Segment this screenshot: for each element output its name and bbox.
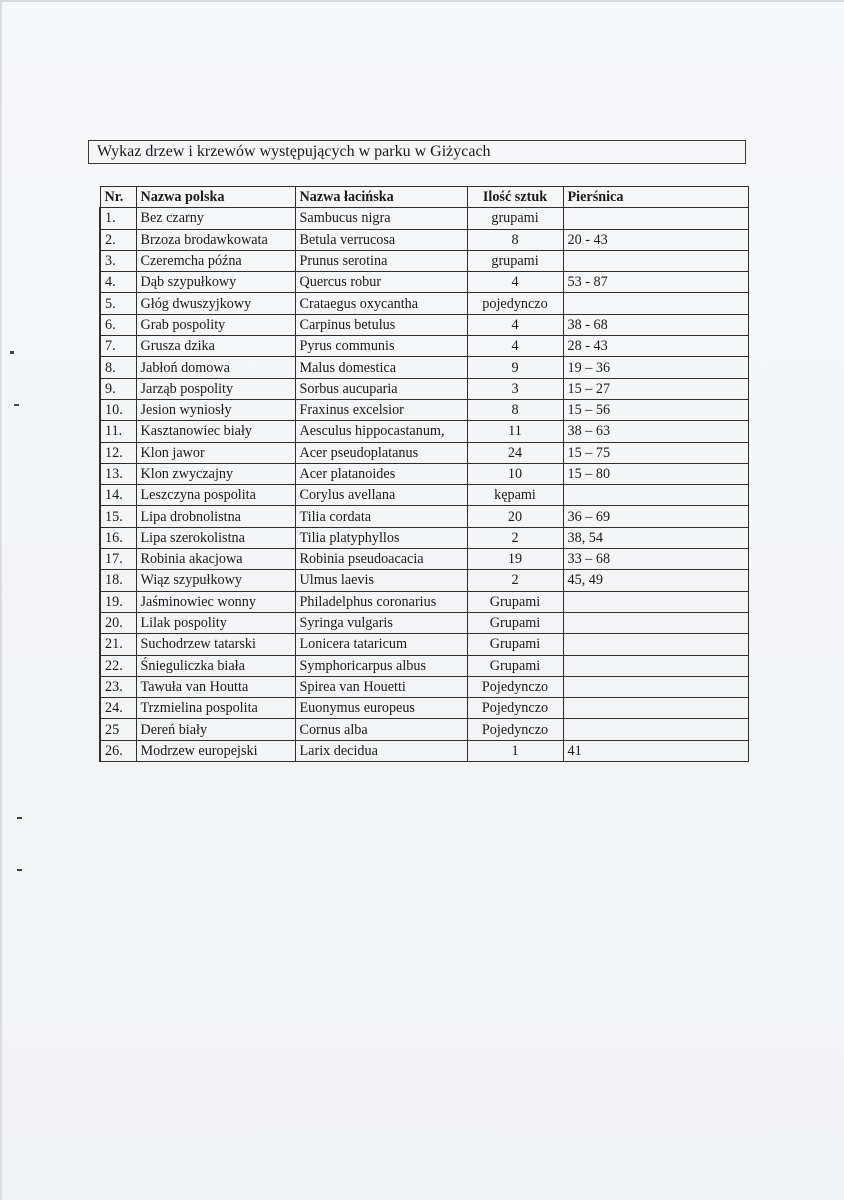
cell-trunk-diameter <box>563 591 748 612</box>
cell-trunk-diameter: 33 – 68 <box>563 549 748 570</box>
cell-nr: 20. <box>100 612 136 633</box>
cell-trunk-diameter: 15 – 75 <box>563 442 748 463</box>
scan-speck <box>17 817 22 819</box>
cell-latin-name: Symphoricarpus albus <box>295 655 467 676</box>
cell-quantity: 24 <box>467 442 563 463</box>
cell-quantity: grupami <box>467 208 563 229</box>
cell-polish-name: Suchodrzew tatarski <box>136 634 295 655</box>
table-row <box>100 208 748 229</box>
cell-trunk-diameter <box>563 485 748 506</box>
cell-nr: 14. <box>100 485 136 506</box>
header-quantity: Ilość sztuk <box>467 187 563 208</box>
cell-polish-name: Wiąz szypułkowy <box>136 570 295 591</box>
cell-nr: 13. <box>100 463 136 484</box>
cell-quantity: 3 <box>467 378 563 399</box>
cell-quantity: 8 <box>467 399 563 420</box>
cell-trunk-diameter <box>563 655 748 676</box>
cell-quantity: 1 <box>467 740 563 761</box>
cell-trunk-diameter: 38 - 68 <box>563 314 748 335</box>
species-table <box>99 186 749 762</box>
cell-polish-name: Czeremcha późna <box>136 250 295 271</box>
cell-quantity: 9 <box>467 357 563 378</box>
cell-nr: 7. <box>100 336 136 357</box>
table-row <box>100 463 748 484</box>
cell-quantity: 4 <box>467 336 563 357</box>
cell-polish-name: Tawuła van Houtta <box>136 676 295 697</box>
scan-edge-top <box>0 0 844 2</box>
cell-latin-name: Robinia pseudoacacia <box>295 549 467 570</box>
cell-trunk-diameter: 19 – 36 <box>563 357 748 378</box>
table-row <box>100 719 748 740</box>
cell-latin-name: Betula verrucosa <box>295 229 467 250</box>
cell-trunk-diameter <box>563 293 748 314</box>
table-row <box>100 357 748 378</box>
cell-polish-name: Jarząb pospolity <box>136 378 295 399</box>
cell-polish-name: Klon jawor <box>136 442 295 463</box>
cell-trunk-diameter: 41 <box>563 740 748 761</box>
table-row <box>100 676 748 697</box>
header-trunk-diameter: Pierśnica <box>563 187 748 208</box>
cell-nr: 19. <box>100 591 136 612</box>
cell-quantity: 20 <box>467 506 563 527</box>
cell-quantity: Grupami <box>467 591 563 612</box>
table-row <box>100 229 748 250</box>
scan-edge-left <box>0 0 2 1200</box>
table-row <box>100 506 748 527</box>
scan-speck <box>14 404 19 406</box>
table-row <box>100 740 748 761</box>
table-row <box>100 698 748 719</box>
cell-quantity: 19 <box>467 549 563 570</box>
cell-polish-name: Lipa szerokolistna <box>136 527 295 548</box>
cell-quantity: 4 <box>467 272 563 293</box>
table-row <box>100 527 748 548</box>
header-nr: Nr. <box>100 187 136 208</box>
cell-nr: 15. <box>100 506 136 527</box>
cell-trunk-diameter: 15 – 80 <box>563 463 748 484</box>
cell-latin-name: Carpinus betulus <box>295 314 467 335</box>
cell-nr: 26. <box>100 740 136 761</box>
cell-trunk-diameter: 20 - 43 <box>563 229 748 250</box>
cell-latin-name: Tilia platyphyllos <box>295 527 467 548</box>
cell-quantity: kępami <box>467 485 563 506</box>
cell-polish-name: Grusza dzika <box>136 336 295 357</box>
cell-quantity: 2 <box>467 570 563 591</box>
cell-polish-name: Jesion wyniosły <box>136 399 295 420</box>
cell-trunk-diameter <box>563 612 748 633</box>
cell-nr: 4. <box>100 272 136 293</box>
cell-nr: 22. <box>100 655 136 676</box>
cell-nr: 1. <box>100 208 136 229</box>
cell-trunk-diameter <box>563 634 748 655</box>
cell-quantity: pojedynczo <box>467 293 563 314</box>
cell-nr: 2. <box>100 229 136 250</box>
cell-trunk-diameter: 15 – 56 <box>563 399 748 420</box>
table-row <box>100 549 748 570</box>
cell-polish-name: Dereń biały <box>136 719 295 740</box>
table-row <box>100 378 748 399</box>
cell-nr: 10. <box>100 399 136 420</box>
cell-latin-name: Prunus serotina <box>295 250 467 271</box>
cell-quantity: grupami <box>467 250 563 271</box>
scan-speck <box>17 869 22 871</box>
cell-quantity: Pojedynczo <box>467 698 563 719</box>
table-row <box>100 442 748 463</box>
cell-polish-name: Modrzew europejski <box>136 740 295 761</box>
table-row <box>100 634 748 655</box>
cell-polish-name: Głóg dwuszyjkowy <box>136 293 295 314</box>
cell-quantity: 11 <box>467 421 563 442</box>
cell-nr: 3. <box>100 250 136 271</box>
table-row <box>100 485 748 506</box>
cell-polish-name: Brzoza brodawkowata <box>136 229 295 250</box>
cell-nr: 25 <box>100 719 136 740</box>
cell-nr: 8. <box>100 357 136 378</box>
cell-latin-name: Syringa vulgaris <box>295 612 467 633</box>
cell-latin-name: Lonicera tataricum <box>295 634 467 655</box>
cell-polish-name: Grab pospolity <box>136 314 295 335</box>
document-title: Wykaz drzew i krzewów występujących w parku w Giżycach <box>88 140 746 164</box>
cell-latin-name: Philadelphus coronarius <box>295 591 467 612</box>
cell-quantity: 8 <box>467 229 563 250</box>
table-row <box>100 314 748 335</box>
species-table-body <box>100 208 748 762</box>
cell-polish-name: Jaśminowiec wonny <box>136 591 295 612</box>
cell-polish-name: Leszczyna pospolita <box>136 485 295 506</box>
header-polish-name: Nazwa polska <box>136 187 295 208</box>
cell-trunk-diameter: 53 - 87 <box>563 272 748 293</box>
cell-nr: 16. <box>100 527 136 548</box>
cell-quantity: Grupami <box>467 655 563 676</box>
cell-nr: 21. <box>100 634 136 655</box>
cell-latin-name: Acer platanoides <box>295 463 467 484</box>
cell-latin-name: Crataegus oxycantha <box>295 293 467 314</box>
cell-polish-name: Lilak pospolity <box>136 612 295 633</box>
cell-quantity: Pojedynczo <box>467 676 563 697</box>
cell-latin-name: Cornus alba <box>295 719 467 740</box>
table-row <box>100 570 748 591</box>
cell-quantity: Grupami <box>467 612 563 633</box>
cell-nr: 6. <box>100 314 136 335</box>
table-row <box>100 250 748 271</box>
cell-latin-name: Sorbus aucuparia <box>295 378 467 399</box>
cell-latin-name: Pyrus communis <box>295 336 467 357</box>
cell-trunk-diameter: 15 – 27 <box>563 378 748 399</box>
cell-latin-name: Corylus avellana <box>295 485 467 506</box>
table-row <box>100 272 748 293</box>
cell-trunk-diameter <box>563 698 748 719</box>
cell-quantity: 10 <box>467 463 563 484</box>
cell-latin-name: Sambucus nigra <box>295 208 467 229</box>
cell-latin-name: Malus domestica <box>295 357 467 378</box>
cell-trunk-diameter: 28 - 43 <box>563 336 748 357</box>
cell-latin-name: Quercus robur <box>295 272 467 293</box>
cell-trunk-diameter: 38 – 63 <box>563 421 748 442</box>
cell-latin-name: Larix decidua <box>295 740 467 761</box>
cell-latin-name: Aesculus hippocastanum, <box>295 421 467 442</box>
table-row <box>100 655 748 676</box>
cell-quantity: 2 <box>467 527 563 548</box>
cell-quantity: 4 <box>467 314 563 335</box>
cell-latin-name: Spirea van Houetti <box>295 676 467 697</box>
cell-latin-name: Ulmus laevis <box>295 570 467 591</box>
cell-latin-name: Fraxinus excelsior <box>295 399 467 420</box>
cell-polish-name: Jabłoń domowa <box>136 357 295 378</box>
header-latin-name: Nazwa łacińska <box>295 187 467 208</box>
cell-trunk-diameter: 45, 49 <box>563 570 748 591</box>
cell-nr: 24. <box>100 698 136 719</box>
cell-latin-name: Acer pseudoplatanus <box>295 442 467 463</box>
cell-polish-name: Trzmielina pospolita <box>136 698 295 719</box>
cell-latin-name: Tilia cordata <box>295 506 467 527</box>
table-row <box>100 336 748 357</box>
cell-trunk-diameter <box>563 676 748 697</box>
cell-polish-name: Śnieguliczka biała <box>136 655 295 676</box>
cell-trunk-diameter: 36 – 69 <box>563 506 748 527</box>
cell-polish-name: Klon zwyczajny <box>136 463 295 484</box>
cell-nr: 17. <box>100 549 136 570</box>
cell-nr: 23. <box>100 676 136 697</box>
cell-trunk-diameter <box>563 250 748 271</box>
cell-polish-name: Kasztanowiec biały <box>136 421 295 442</box>
cell-latin-name: Euonymus europeus <box>295 698 467 719</box>
cell-nr: 9. <box>100 378 136 399</box>
scan-speck <box>10 351 14 354</box>
table-row <box>100 421 748 442</box>
table-row <box>100 612 748 633</box>
table-row <box>100 591 748 612</box>
cell-nr: 12. <box>100 442 136 463</box>
cell-polish-name: Lipa drobnolistna <box>136 506 295 527</box>
table-row <box>100 293 748 314</box>
cell-trunk-diameter <box>563 719 748 740</box>
cell-nr: 18. <box>100 570 136 591</box>
cell-quantity: Grupami <box>467 634 563 655</box>
table-row <box>100 399 748 420</box>
cell-nr: 11. <box>100 421 136 442</box>
cell-trunk-diameter: 38, 54 <box>563 527 748 548</box>
cell-polish-name: Bez czarny <box>136 208 295 229</box>
table-header-row <box>100 187 748 208</box>
cell-polish-name: Dąb szypułkowy <box>136 272 295 293</box>
cell-nr: 5. <box>100 293 136 314</box>
cell-polish-name: Robinia akacjowa <box>136 549 295 570</box>
cell-quantity: Pojedynczo <box>467 719 563 740</box>
cell-trunk-diameter <box>563 208 748 229</box>
